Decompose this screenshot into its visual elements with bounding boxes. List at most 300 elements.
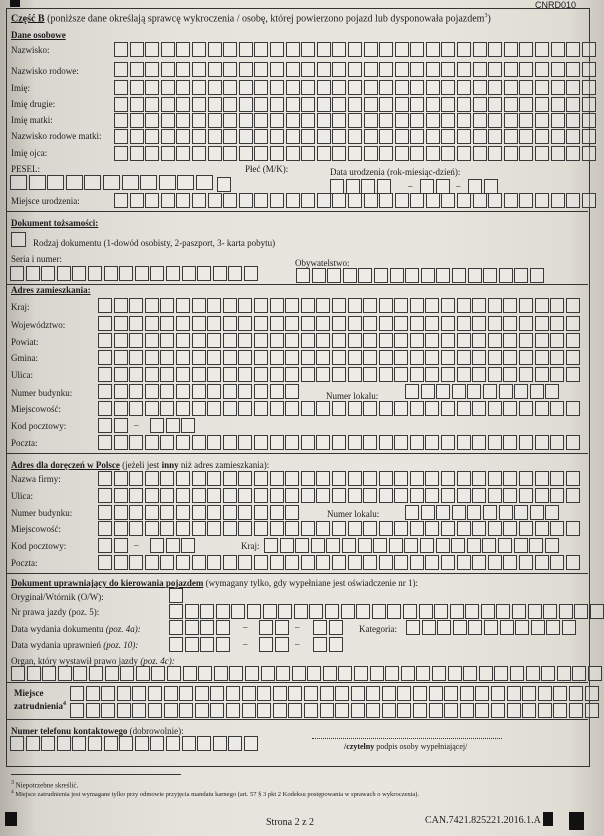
char-box[interactable] (364, 193, 378, 208)
char-box[interactable] (101, 686, 115, 701)
char-box[interactable] (223, 113, 237, 128)
char-box[interactable] (200, 604, 214, 619)
char-box[interactable] (270, 401, 284, 416)
char-box[interactable] (452, 505, 466, 520)
char-box[interactable] (254, 521, 268, 536)
char-box[interactable] (192, 488, 206, 503)
char-box[interactable] (512, 604, 526, 619)
char-box[interactable] (472, 435, 486, 450)
char-box[interactable] (223, 505, 237, 520)
citizenship-field[interactable] (296, 268, 544, 283)
char-box[interactable] (441, 316, 455, 331)
char-box[interactable] (317, 80, 331, 95)
char-box[interactable] (550, 435, 564, 450)
id-series-field[interactable] (10, 266, 258, 281)
char-box[interactable] (332, 113, 346, 128)
char-box[interactable] (543, 604, 557, 619)
char-box[interactable] (503, 316, 517, 331)
char-box[interactable] (382, 703, 396, 718)
char-box[interactable] (129, 367, 143, 382)
char-box[interactable] (535, 129, 549, 144)
char-box[interactable] (351, 686, 365, 701)
char-box[interactable] (276, 666, 290, 681)
char-box[interactable] (270, 488, 284, 503)
char-box[interactable] (145, 193, 159, 208)
char-box[interactable] (10, 175, 27, 190)
char-box[interactable] (176, 146, 190, 161)
char-box[interactable] (382, 686, 396, 701)
char-box[interactable] (244, 266, 258, 281)
char-box[interactable] (410, 555, 424, 570)
char-box[interactable] (519, 555, 533, 570)
char-box[interactable] (130, 62, 144, 77)
char-box[interactable] (238, 555, 252, 570)
char-box[interactable] (395, 113, 409, 128)
char-box[interactable] (192, 193, 206, 208)
char-box[interactable] (473, 129, 487, 144)
char-box[interactable] (529, 538, 543, 553)
char-box[interactable] (159, 175, 176, 190)
char-box[interactable] (370, 666, 384, 681)
char-box[interactable] (286, 129, 300, 144)
char-box[interactable] (332, 316, 346, 331)
char-box[interactable] (514, 268, 528, 283)
char-box[interactable] (301, 97, 315, 112)
char-box[interactable] (405, 384, 419, 399)
char-box[interactable] (316, 521, 330, 536)
char-box[interactable] (254, 367, 268, 382)
char-box[interactable] (348, 298, 362, 313)
char-box[interactable] (473, 97, 487, 112)
char-box[interactable] (176, 80, 190, 95)
char-box[interactable] (346, 179, 360, 194)
char-box[interactable] (574, 604, 588, 619)
char-box[interactable] (176, 316, 190, 331)
char-box[interactable] (488, 471, 502, 486)
char-box[interactable] (10, 266, 24, 281)
char-box[interactable] (270, 62, 284, 77)
char-box[interactable] (166, 538, 180, 553)
char-box[interactable] (66, 175, 83, 190)
char-box[interactable] (320, 686, 334, 701)
char-box[interactable] (348, 521, 362, 536)
char-box[interactable] (114, 350, 128, 365)
char-box[interactable] (270, 505, 284, 520)
char-box[interactable] (223, 435, 237, 450)
char-box[interactable] (562, 620, 576, 635)
char-box[interactable] (410, 435, 424, 450)
char-box[interactable] (441, 193, 455, 208)
county-field[interactable] (98, 333, 580, 348)
char-box[interactable] (379, 146, 393, 161)
char-box[interactable] (441, 113, 455, 128)
char-box[interactable] (488, 401, 502, 416)
char-box[interactable] (270, 555, 284, 570)
char-box[interactable] (332, 350, 346, 365)
char-box[interactable] (176, 521, 190, 536)
char-box[interactable] (114, 384, 128, 399)
char-box[interactable] (519, 333, 533, 348)
char-box[interactable] (566, 62, 580, 77)
char-box[interactable] (323, 666, 337, 681)
char-box[interactable] (88, 266, 102, 281)
char-box[interactable] (150, 266, 164, 281)
char-box[interactable] (254, 435, 268, 450)
char-box[interactable] (332, 367, 346, 382)
char-box[interactable] (410, 62, 424, 77)
char-box[interactable] (472, 555, 486, 570)
char-box[interactable] (351, 703, 365, 718)
char-box[interactable] (254, 350, 268, 365)
char-box[interactable] (499, 268, 513, 283)
char-box[interactable] (192, 298, 206, 313)
char-box[interactable] (273, 686, 287, 701)
char-box[interactable] (425, 471, 439, 486)
char-box[interactable] (26, 266, 40, 281)
char-box[interactable] (494, 666, 508, 681)
char-box[interactable] (582, 129, 596, 144)
char-box[interactable] (160, 350, 174, 365)
char-box[interactable] (207, 471, 221, 486)
char-box[interactable] (473, 42, 487, 57)
char-box[interactable] (410, 129, 424, 144)
char-box[interactable] (270, 97, 284, 112)
char-box[interactable] (374, 268, 388, 283)
char-box[interactable] (145, 435, 159, 450)
char-box[interactable] (566, 471, 580, 486)
char-box[interactable] (270, 435, 284, 450)
char-box[interactable] (432, 666, 446, 681)
char-box[interactable] (488, 488, 502, 503)
char-box[interactable] (207, 521, 221, 536)
char-box[interactable] (535, 97, 549, 112)
char-box[interactable] (441, 129, 455, 144)
char-box[interactable] (316, 316, 330, 331)
char-box[interactable] (530, 268, 544, 283)
char-box[interactable] (317, 42, 331, 57)
char-box[interactable] (316, 435, 330, 450)
char-box[interactable] (395, 129, 409, 144)
char-box[interactable] (551, 62, 565, 77)
char-box[interactable] (84, 175, 101, 190)
char-box[interactable] (394, 367, 408, 382)
char-box[interactable] (73, 666, 87, 681)
char-box[interactable] (26, 736, 40, 751)
char-box[interactable] (363, 298, 377, 313)
char-box[interactable] (394, 521, 408, 536)
char-box[interactable] (176, 505, 190, 520)
char-box[interactable] (354, 666, 368, 681)
char-box[interactable] (223, 146, 237, 161)
char-box[interactable] (553, 686, 567, 701)
char-box[interactable] (148, 686, 162, 701)
char-box[interactable] (332, 555, 346, 570)
delivery-flat-field[interactable] (405, 505, 559, 520)
char-box[interactable] (164, 703, 178, 718)
char-box[interactable] (504, 193, 518, 208)
char-box[interactable] (326, 538, 340, 553)
char-box[interactable] (288, 686, 302, 701)
char-box[interactable] (181, 418, 195, 433)
char-box[interactable] (472, 350, 486, 365)
char-box[interactable] (129, 384, 143, 399)
char-box[interactable] (425, 555, 439, 570)
char-box[interactable] (410, 471, 424, 486)
char-box[interactable] (467, 505, 481, 520)
char-box[interactable] (566, 97, 580, 112)
char-box[interactable] (395, 42, 409, 57)
char-box[interactable] (404, 538, 418, 553)
char-box[interactable] (553, 703, 567, 718)
mother-name-field[interactable] (114, 113, 596, 128)
char-box[interactable] (207, 316, 221, 331)
char-box[interactable] (192, 129, 206, 144)
char-box[interactable] (457, 316, 471, 331)
char-box[interactable] (301, 80, 315, 95)
char-box[interactable] (86, 686, 100, 701)
char-box[interactable] (535, 367, 549, 382)
char-box[interactable] (238, 435, 252, 450)
char-box[interactable] (161, 193, 175, 208)
char-box[interactable] (261, 666, 275, 681)
char-box[interactable] (551, 113, 565, 128)
char-box[interactable] (325, 604, 339, 619)
char-box[interactable] (473, 146, 487, 161)
char-box[interactable] (169, 588, 183, 603)
char-box[interactable] (394, 435, 408, 450)
char-box[interactable] (270, 367, 284, 382)
char-box[interactable] (114, 435, 128, 450)
char-box[interactable] (285, 316, 299, 331)
char-box[interactable] (441, 298, 455, 313)
char-box[interactable] (129, 521, 143, 536)
char-box[interactable] (208, 97, 222, 112)
char-box[interactable] (394, 488, 408, 503)
char-box[interactable] (208, 146, 222, 161)
issue-month-field[interactable] (259, 620, 289, 635)
char-box[interactable] (160, 521, 174, 536)
char-box[interactable] (316, 298, 330, 313)
char-box[interactable] (98, 316, 112, 331)
char-box[interactable] (522, 686, 536, 701)
char-box[interactable] (285, 298, 299, 313)
delivery-postcode-part1-field[interactable] (98, 538, 128, 553)
char-box[interactable] (348, 316, 362, 331)
char-box[interactable] (491, 703, 505, 718)
char-box[interactable] (503, 367, 517, 382)
char-box[interactable] (457, 350, 471, 365)
char-box[interactable] (526, 666, 540, 681)
char-box[interactable] (270, 193, 284, 208)
char-box[interactable] (348, 80, 362, 95)
char-box[interactable] (348, 350, 362, 365)
char-box[interactable] (179, 703, 193, 718)
char-box[interactable] (98, 298, 112, 313)
char-box[interactable] (582, 146, 596, 161)
char-box[interactable] (530, 384, 544, 399)
char-box[interactable] (192, 62, 206, 77)
char-box[interactable] (301, 350, 315, 365)
char-box[interactable] (114, 521, 128, 536)
char-box[interactable] (286, 42, 300, 57)
char-box[interactable] (441, 555, 455, 570)
char-box[interactable] (192, 521, 206, 536)
char-box[interactable] (358, 268, 372, 283)
char-box[interactable] (582, 42, 596, 57)
char-box[interactable] (176, 401, 190, 416)
char-box[interactable] (406, 620, 420, 635)
char-box[interactable] (231, 604, 245, 619)
char-box[interactable] (472, 401, 486, 416)
char-box[interactable] (457, 521, 471, 536)
char-box[interactable] (223, 42, 237, 57)
licence-original-field[interactable] (169, 588, 183, 603)
char-box[interactable] (332, 298, 346, 313)
char-box[interactable] (379, 555, 393, 570)
char-box[interactable] (460, 686, 474, 701)
char-box[interactable] (405, 268, 419, 283)
char-box[interactable] (395, 146, 409, 161)
char-box[interactable] (192, 367, 206, 382)
char-box[interactable] (316, 333, 330, 348)
char-box[interactable] (117, 703, 131, 718)
char-box[interactable] (364, 129, 378, 144)
char-box[interactable] (332, 146, 346, 161)
char-box[interactable] (103, 175, 120, 190)
char-box[interactable] (130, 193, 144, 208)
surname-field[interactable] (114, 42, 596, 57)
char-box[interactable] (114, 367, 128, 382)
char-box[interactable] (161, 80, 175, 95)
char-box[interactable] (545, 384, 559, 399)
char-box[interactable] (264, 538, 278, 553)
authority-field[interactable] (11, 666, 602, 681)
char-box[interactable] (535, 471, 549, 486)
char-box[interactable] (273, 703, 287, 718)
char-box[interactable] (472, 471, 486, 486)
char-box[interactable] (192, 350, 206, 365)
char-box[interactable] (503, 521, 517, 536)
char-box[interactable] (114, 193, 128, 208)
char-box[interactable] (223, 333, 237, 348)
char-box[interactable] (192, 401, 206, 416)
char-box[interactable] (481, 604, 495, 619)
char-box[interactable] (348, 146, 362, 161)
char-box[interactable] (342, 538, 356, 553)
char-box[interactable] (550, 488, 564, 503)
char-box[interactable] (213, 266, 227, 281)
char-box[interactable] (436, 384, 450, 399)
char-box[interactable] (120, 666, 134, 681)
char-box[interactable] (317, 193, 331, 208)
char-box[interactable] (130, 42, 144, 57)
char-box[interactable] (457, 555, 471, 570)
second-name-field[interactable] (114, 97, 596, 112)
char-box[interactable] (207, 333, 221, 348)
char-box[interactable] (504, 42, 518, 57)
char-box[interactable] (226, 686, 240, 701)
char-box[interactable] (145, 298, 159, 313)
delivery-post-field[interactable] (98, 555, 580, 570)
char-box[interactable] (254, 401, 268, 416)
char-box[interactable] (566, 113, 580, 128)
birth-month-field[interactable] (420, 179, 450, 194)
char-box[interactable] (538, 703, 552, 718)
char-box[interactable] (452, 384, 466, 399)
char-box[interactable] (379, 80, 393, 95)
char-box[interactable] (463, 666, 477, 681)
char-box[interactable] (223, 367, 237, 382)
char-box[interactable] (254, 316, 268, 331)
postcode-part2-field[interactable] (150, 418, 195, 433)
char-box[interactable] (348, 555, 362, 570)
char-box[interactable] (457, 146, 471, 161)
char-box[interactable] (176, 62, 190, 77)
char-box[interactable] (499, 384, 513, 399)
char-box[interactable] (335, 703, 349, 718)
char-box[interactable] (426, 62, 440, 77)
char-box[interactable] (488, 113, 502, 128)
char-box[interactable] (228, 736, 242, 751)
char-box[interactable] (379, 367, 393, 382)
char-box[interactable] (379, 401, 393, 416)
char-box[interactable] (510, 666, 524, 681)
char-box[interactable] (257, 703, 271, 718)
char-box[interactable] (410, 350, 424, 365)
char-box[interactable] (348, 62, 362, 77)
char-box[interactable] (29, 175, 46, 190)
char-box[interactable] (192, 146, 206, 161)
char-box[interactable] (535, 113, 549, 128)
char-box[interactable] (363, 401, 377, 416)
char-box[interactable] (207, 488, 221, 503)
char-box[interactable] (160, 384, 174, 399)
char-box[interactable] (286, 62, 300, 77)
first-name-field[interactable] (114, 80, 596, 95)
char-box[interactable] (401, 666, 415, 681)
char-box[interactable] (98, 418, 112, 433)
char-box[interactable] (239, 193, 253, 208)
char-box[interactable] (129, 505, 143, 520)
char-box[interactable] (329, 620, 343, 635)
char-box[interactable] (259, 637, 273, 652)
char-box[interactable] (130, 97, 144, 112)
char-box[interactable] (483, 268, 497, 283)
char-box[interactable] (421, 384, 435, 399)
phone-field[interactable] (10, 736, 258, 751)
issue-day-field[interactable] (313, 620, 343, 635)
char-box[interactable] (195, 686, 209, 701)
char-box[interactable] (104, 266, 118, 281)
char-box[interactable] (58, 666, 72, 681)
char-box[interactable] (483, 384, 497, 399)
char-box[interactable] (301, 333, 315, 348)
char-box[interactable] (160, 316, 174, 331)
char-box[interactable] (254, 62, 268, 77)
char-box[interactable] (226, 703, 240, 718)
char-box[interactable] (207, 435, 221, 450)
sex-field[interactable] (217, 177, 231, 192)
char-box[interactable] (207, 350, 221, 365)
char-box[interactable] (57, 736, 71, 751)
char-box[interactable] (270, 471, 284, 486)
char-box[interactable] (550, 471, 564, 486)
char-box[interactable] (379, 113, 393, 128)
char-box[interactable] (503, 333, 517, 348)
char-box[interactable] (166, 266, 180, 281)
char-box[interactable] (196, 175, 213, 190)
char-box[interactable] (286, 80, 300, 95)
